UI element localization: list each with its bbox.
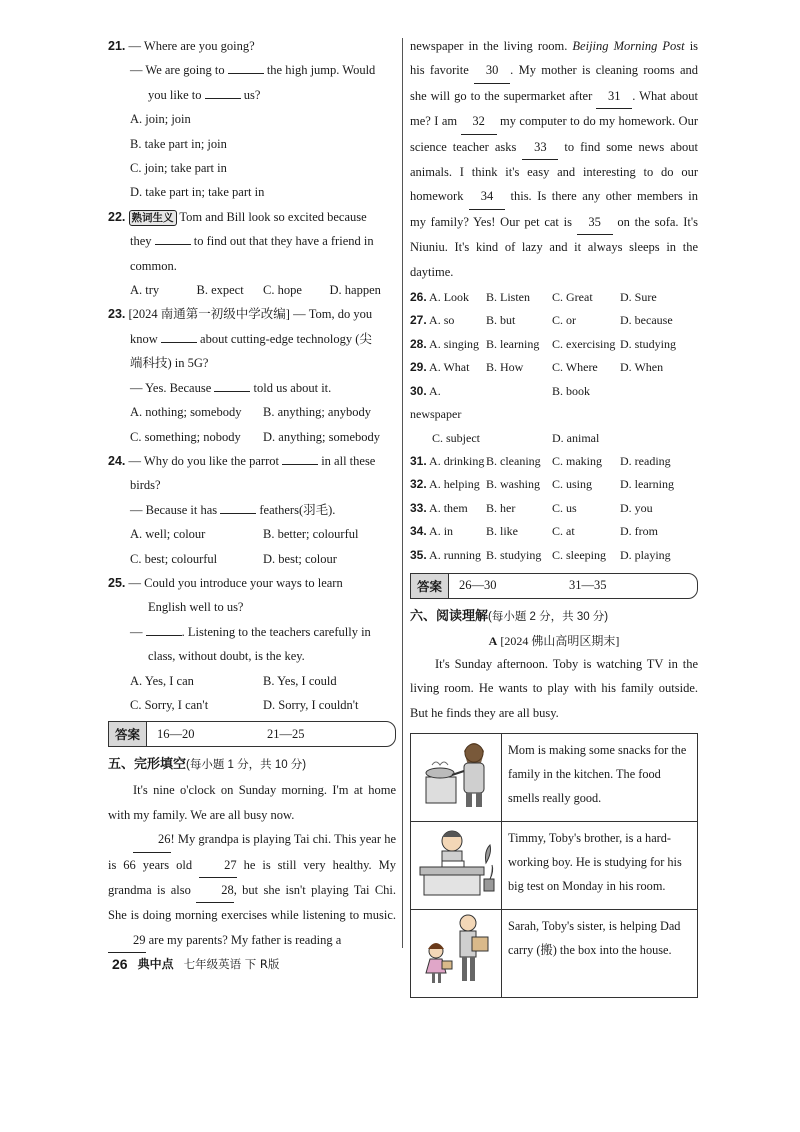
question-text: common. (130, 258, 177, 273)
option-d[interactable]: D. because (620, 313, 673, 328)
option-b[interactable]: B. anything; anybody (263, 405, 371, 420)
question-text: us? (243, 87, 261, 102)
option-d[interactable]: D. reading (620, 453, 671, 468)
carrying-box-icon (411, 910, 502, 998)
option-d (620, 380, 698, 427)
page-footer (112, 955, 279, 972)
option-a[interactable]: A. try (130, 283, 160, 298)
blank-26[interactable]: 26 (133, 827, 171, 852)
question-number: 35. (410, 547, 427, 562)
option-d[interactable]: D. Sorry, I couldn't (263, 697, 359, 712)
option-b[interactable]: B. How (486, 360, 524, 375)
section-heading (108, 751, 396, 778)
question-number: 27. (410, 313, 427, 328)
category-tag: 熟词生义 (129, 210, 177, 226)
passage-text: to find some news about animals. I think it's easy and interesting to do our homework (410, 139, 699, 204)
passage-text: . What about me? I am (410, 88, 698, 129)
option-row-3 (410, 356, 486, 379)
question-text: you like to (148, 87, 202, 102)
option-row-0 (410, 286, 486, 309)
option-row-10 (410, 544, 486, 567)
question-number: 29. (410, 360, 427, 375)
table-row (411, 822, 698, 910)
options-row (108, 278, 396, 302)
question-text: to find out that they have a friend in (193, 234, 374, 249)
option-b[interactable]: B. washing (486, 477, 540, 492)
question-text: 端科技) in 5G? (130, 356, 209, 371)
option-row-2 (410, 333, 486, 356)
book-title: 七年级英语 下 R版 (183, 956, 280, 971)
answer-blank[interactable] (282, 464, 318, 465)
options-row (108, 522, 396, 546)
answer-blank[interactable] (220, 513, 256, 514)
passage-text: my computer to do my homework. Our science teacher asks (410, 114, 698, 154)
options-row (108, 547, 396, 571)
option-b[interactable]: B. Listen (486, 290, 530, 305)
passage-text: this. Is there any other members in my family? Yes! Our pet cat is (410, 189, 699, 229)
card-text: Sarah, Toby's sister, is helping Dad carry (搬) the box into the house. (502, 910, 698, 998)
question-22 (108, 205, 396, 303)
question-text: . Listening to the teachers carefully in (181, 624, 371, 639)
option-c[interactable]: C. making (552, 453, 602, 468)
option-a[interactable]: A. singing (429, 336, 480, 351)
options-row (108, 669, 396, 693)
question-number: 23. (108, 307, 126, 322)
option-c[interactable]: C. using (552, 477, 593, 492)
option-a[interactable]: A. so (429, 313, 455, 328)
question-number: 32. (410, 477, 427, 492)
picture-table (410, 733, 698, 998)
option-b[interactable]: B. take part in; join (130, 136, 227, 151)
blank-33[interactable]: 33 (522, 135, 558, 160)
option-a[interactable]: A. Look (429, 290, 470, 305)
blank-29[interactable]: 29 (108, 928, 146, 953)
answer-bar (410, 573, 698, 599)
option-c[interactable]: C. Where (552, 360, 598, 375)
blank-34[interactable]: 34 (469, 184, 505, 209)
right-column (410, 34, 698, 998)
option-b (486, 427, 552, 450)
question-number: 30. (410, 383, 427, 398)
option-row-7 (410, 473, 486, 496)
question-text: — Yes. Because (130, 380, 212, 395)
card-text: Mom is making some snacks for the family in the kitchen. The food smells really good. (502, 734, 698, 822)
option-c[interactable]: B. book (552, 383, 591, 398)
question-text: English well to us? (148, 600, 244, 615)
option-a[interactable]: C. subject (432, 430, 480, 445)
blank-32[interactable]: 32 (461, 109, 497, 134)
option-c[interactable]: C. hope (263, 283, 302, 298)
option-row-4 (410, 380, 486, 427)
option-c[interactable]: C. or (552, 313, 576, 328)
section-heading (410, 603, 698, 630)
passage-text: . My mother is cleaning rooms and she will go to the supermarket after (410, 63, 699, 103)
option-row-5 (410, 427, 486, 450)
column-divider (402, 38, 403, 948)
option-row-1 (410, 309, 486, 332)
option-b[interactable]: B. but (486, 313, 516, 328)
option-a[interactable]: A. helping (429, 477, 480, 492)
option-b[interactable]: B. like (486, 524, 518, 539)
option-row-6 (410, 450, 486, 473)
option-c[interactable]: C. Sorry, I can't (130, 697, 209, 712)
option-row-9 (410, 520, 486, 543)
question-number: 31. (410, 453, 427, 468)
question-text: — Where are you going? (128, 39, 255, 53)
question-number: 21. (108, 39, 126, 53)
option-d[interactable]: D. take part in; take part in (130, 185, 265, 200)
option-d[interactable]: D. When (620, 360, 664, 375)
option-c[interactable]: C. best; colourful (130, 551, 218, 566)
question-text: class, without doubt, is the key. (148, 649, 305, 664)
options-row (108, 425, 396, 449)
section-note: (每小题 2 分，共 30 分) (488, 610, 609, 623)
option-b[interactable]: B. learning (486, 336, 540, 351)
passage-text: , but she isn't playing Tai Chi. She is doing morning exercises while listening to music. (108, 883, 397, 923)
passage-text: on the sofa. It's Niuniu. It's kind of lazy and it always sleeps in the daytime. (410, 214, 699, 279)
options-row (108, 693, 396, 717)
option-b[interactable]: B. studying (486, 547, 542, 562)
option-c[interactable]: C. exercising (552, 336, 616, 351)
question-text: Tom and Bill look so excited because (179, 209, 367, 224)
option-c[interactable]: C. something; nobody (130, 429, 241, 444)
option-c[interactable]: C. at (552, 524, 575, 539)
option-a[interactable]: A. What (429, 360, 470, 375)
option-a[interactable]: A. well; colour (130, 527, 206, 542)
option-a[interactable]: A. nothing; somebody (130, 405, 242, 420)
question-25 (108, 571, 396, 717)
section-title: 五、完形填空 (108, 756, 187, 772)
answer-label: 答案 (411, 574, 449, 598)
question-number: 25. (108, 575, 126, 590)
question-number: 24. (108, 453, 126, 468)
option-b (486, 380, 552, 427)
option-c[interactable]: C. us (552, 500, 577, 515)
question-24 (108, 449, 396, 571)
option-a[interactable]: A. running (429, 547, 482, 562)
question-text: — Because it has (130, 502, 218, 517)
table-row (411, 734, 698, 822)
answer-blank[interactable] (228, 73, 264, 74)
option-a[interactable]: A. them (429, 500, 468, 515)
option-a[interactable]: A. drinking (429, 453, 485, 468)
blank-30[interactable]: 30 (474, 58, 510, 83)
blank-27[interactable]: 27 (199, 853, 237, 878)
passage-source (410, 630, 698, 652)
option-row-8 (410, 497, 486, 520)
question-number: 33. (410, 500, 427, 515)
question-text: told us about it. (253, 380, 332, 395)
answer-range[interactable]: 31—35 (569, 578, 607, 593)
question-text: about cutting-edge technology (尖 (200, 331, 372, 346)
passage-text: ! My grandpa is playing Tai chi. This year he is 66 years old (108, 832, 396, 872)
question-text: — Could you introduce your ways to learn (128, 575, 343, 590)
option-b[interactable]: B. cleaning (486, 453, 541, 468)
options-row (108, 400, 396, 424)
question-text: — (130, 624, 143, 639)
answer-blank[interactable] (161, 342, 197, 343)
passage-label: A (488, 633, 498, 648)
table-row (411, 910, 698, 998)
passage-text: is his favorite (410, 39, 699, 78)
question-text: — We are going to (130, 63, 225, 78)
option-b[interactable]: B. Yes, I could (263, 673, 337, 688)
answer-blank[interactable] (205, 98, 241, 99)
answer-label: 答案 (109, 722, 147, 746)
source-text: [2024 佛山高明区期末] (500, 633, 620, 648)
option-a[interactable]: A. in (429, 524, 454, 539)
section-title: 六、阅读理解 (410, 607, 489, 623)
card-text: Timmy, Toby's brother, is a hard-working boy. He is studying for his big test on Monday in his room. (502, 822, 698, 910)
answer-range[interactable]: 26—30 (459, 578, 497, 593)
question-23 (108, 302, 396, 448)
question-text: feathers(羽毛). (259, 502, 336, 517)
page-number: 26 (112, 955, 128, 972)
section-note: (每小题 1 分，共 10 分) (186, 759, 307, 772)
blank-28[interactable]: 28 (196, 878, 234, 903)
option-c[interactable]: C. Great (552, 290, 593, 305)
option-b[interactable]: B. better; colourful (263, 527, 359, 542)
question-21 (108, 34, 396, 205)
question-number: 28. (410, 336, 427, 351)
answer-blank[interactable] (214, 391, 250, 392)
option-d[interactable]: D. learning (620, 477, 674, 492)
passage-text: are my parents? My father is reading a (148, 932, 342, 947)
option-a[interactable]: A. Yes, I can (130, 673, 194, 688)
question-text: — Why do you like the parrot (128, 453, 279, 468)
option-d[interactable]: D. happen (329, 283, 381, 298)
answer-range[interactable]: 21—25 (267, 726, 305, 741)
brand-logo: 典中点 (137, 957, 174, 971)
option-d[interactable]: D. you (620, 500, 653, 515)
blank-31[interactable]: 31 (596, 84, 632, 109)
question-number: 26. (410, 290, 427, 305)
option-c[interactable]: D. animal (552, 430, 600, 445)
option-c[interactable]: C. join; take part in (130, 161, 227, 176)
newspaper-title: Beijing Morning Post (572, 39, 685, 53)
option-b[interactable]: B. expect (196, 283, 244, 298)
option-c[interactable]: C. sleeping (552, 547, 606, 562)
option-a[interactable]: A. join; join (130, 112, 191, 127)
answer-bar (108, 721, 396, 747)
option-d[interactable]: D. best; colour (263, 551, 337, 566)
paragraph: It's Sunday afternoon. Toby is watching TV in the living room. He wants to play with his family outside. But he finds they are all busy. (410, 656, 698, 720)
question-text: in all these (321, 453, 376, 468)
option-d[interactable]: D. playing (620, 547, 671, 562)
left-column (108, 34, 396, 953)
option-d[interactable]: D. from (620, 524, 658, 539)
paragraph: It's nine o'clock on Sunday morning. I'm at home with my family. We are all busy now. (108, 783, 396, 822)
option-d[interactable]: D. Sure (620, 290, 657, 305)
cloze-passage-continued (410, 34, 698, 284)
studying-boy-icon (411, 822, 502, 910)
option-d[interactable]: D. anything; somebody (263, 429, 381, 444)
question-text: the high jump. Would (266, 63, 376, 78)
question-text: they (130, 234, 152, 249)
question-text: know (130, 331, 158, 346)
answer-blank[interactable] (146, 635, 182, 636)
passage-text: newspaper in the living room. (410, 39, 568, 53)
passage-text: he is still very healthy. My grandma is also (108, 857, 397, 897)
option-d[interactable]: D. studying (620, 336, 677, 351)
question-text: birds? (130, 478, 161, 493)
option-a[interactable]: A. newspaper (410, 383, 462, 422)
cooking-mom-icon (411, 734, 502, 822)
paragraph (108, 827, 396, 953)
answer-range[interactable]: 16—20 (157, 726, 195, 741)
question-number: 34. (410, 524, 427, 539)
option-d (620, 427, 698, 450)
answer-blank[interactable] (155, 244, 191, 245)
option-b[interactable]: B. her (486, 500, 516, 515)
cloze-options (410, 286, 698, 567)
cloze-passage (108, 778, 396, 953)
question-text: [2024 南通第一初级中学改编] — Tom, do you (128, 307, 373, 322)
blank-35[interactable]: 35 (577, 210, 613, 235)
question-number: 22. (108, 209, 126, 224)
